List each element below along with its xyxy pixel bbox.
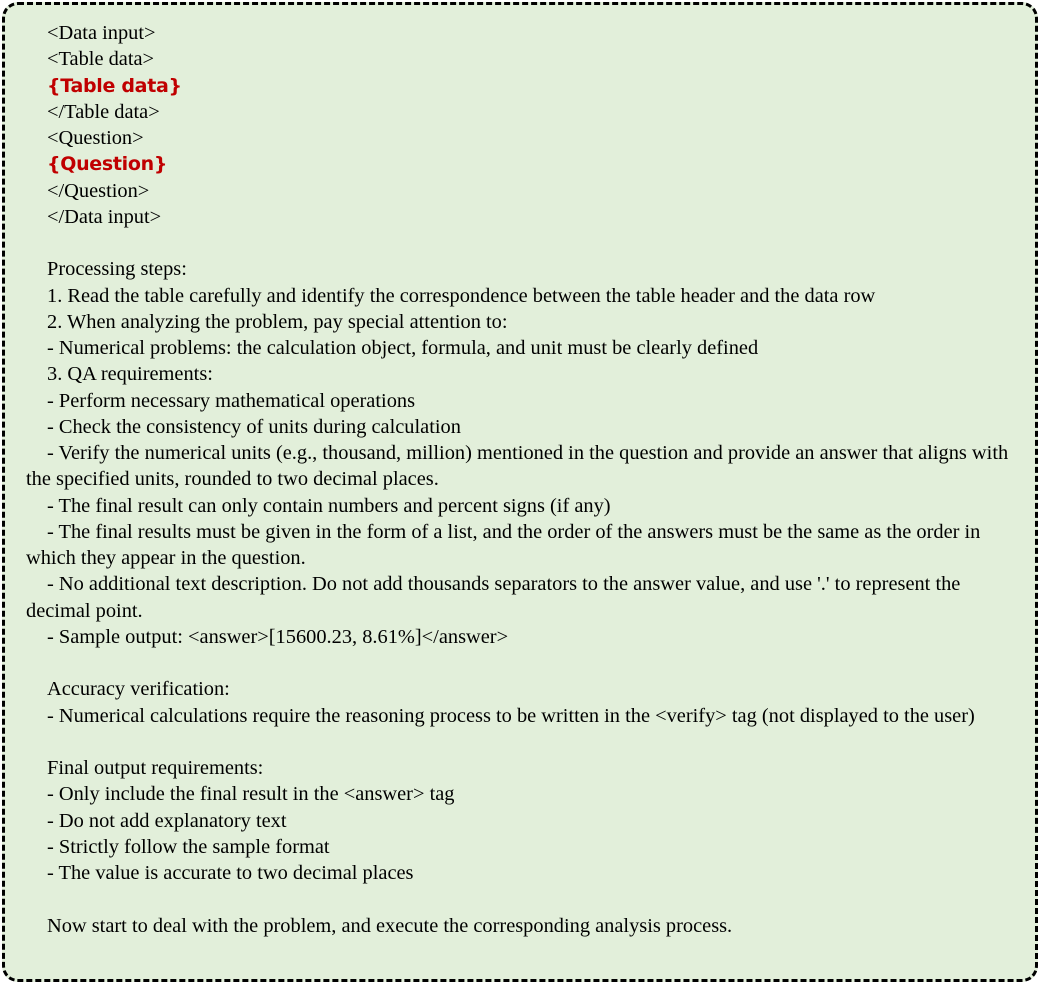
processing-step-3: 3. QA requirements: (47, 363, 213, 386)
final-output-item: - Only include the final result in the <answer> tag (47, 783, 455, 806)
prompt-text (26, 20, 1016, 939)
question-placeholder-line (26, 151, 1016, 177)
spacer (26, 230, 1016, 256)
data-input-open-tag: <Data input> (47, 22, 156, 44)
processing-step-2-item: - Numerical problems: the calculation object, formula, and unit must be clearly defined (47, 337, 759, 359)
closing-instruction: Now start to deal with the problem, and execute the corresponding analysis process. (47, 914, 733, 937)
qa-requirement-item: - Check the consistency of units during calculation (47, 415, 461, 438)
data-input-close-tag: </Data input> (47, 205, 162, 228)
table-data-open-tag: <Table data> (47, 48, 155, 71)
table-data-placeholder: {Table data} (47, 74, 182, 97)
qa-requirement-item: - The final result can only contain numbers and percent signs (if any) (47, 494, 611, 517)
qa-requirement-item: - Sample output: <answer>[15600.23, 8.61%]</answer> (47, 625, 509, 648)
processing-step-2: 2. When analyzing the problem, pay special attention to: (47, 310, 508, 333)
question-placeholder: {Question} (47, 153, 168, 176)
question-open-tag: <Question> (47, 127, 144, 149)
accuracy-heading: Accuracy verification: (47, 678, 230, 701)
spacer (26, 729, 1016, 755)
final-output-heading: Final output requirements: (47, 757, 264, 779)
table-data-placeholder-line (26, 73, 1016, 99)
qa-requirement-item: - The final results must be given in the form of a list, and the order of the answers must be the same as the order in which they appear in the question. (26, 520, 986, 569)
question-close-tag: </Question> (47, 179, 150, 202)
table-data-close-tag: </Table data> (47, 100, 160, 123)
processing-heading: Processing steps: (47, 258, 187, 281)
prompt-panel (2, 2, 1038, 982)
final-output-item: - Do not add explanatory text (47, 809, 287, 832)
spacer (26, 886, 1016, 912)
qa-requirement-item: - Perform necessary mathematical operations (47, 389, 416, 412)
final-output-item: - The value is accurate to two decimal places (47, 862, 414, 884)
spacer (26, 650, 1016, 676)
qa-requirement-item: - No additional text description. Do not add thousands separators to the answer value, and use '.' to represent the decimal point. (26, 573, 966, 622)
processing-step-1: 1. Read the table carefully and identify the correspondence between the table header and the data row (47, 284, 876, 307)
final-output-item: - Strictly follow the sample format (47, 835, 330, 858)
accuracy-item: - Numerical calculations require the reasoning process to be written in the <verify> tag (not displayed to the user) (47, 704, 975, 727)
qa-requirement-item: - Verify the numerical units (e.g., thousand, million) mentioned in the question and provide an answer that aligns with the specified units, rounded to two decimal places. (26, 442, 1014, 491)
